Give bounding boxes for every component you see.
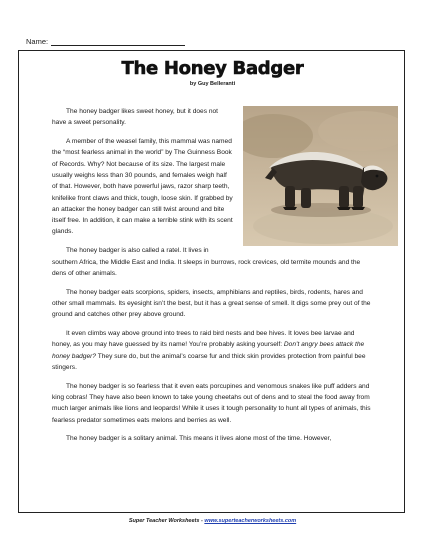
honey-badger-illustration: [243, 106, 398, 246]
name-label: Name:: [26, 37, 49, 46]
paragraph-4: The honey badger eats scorpions, spiders, insects, amphibians and reptiles, birds, rodents, hares and other small mammals. Its eyesight isn’t the best, but it has a great sense of smell. It digs some prey out of the ground and catches other prey above ground.: [52, 288, 371, 319]
paragraph-5-start: It even climbs way above ground into trees to raid bird nests and bee hives. It loves bee larvae and honey, as you may have guessed by its name! You’re probably asking yourself:: [52, 330, 355, 349]
footer-separator: -: [199, 518, 205, 524]
paragraph-2: A member of the weasel family, this mammal was named the “most fearless animal in the world” by The Guinness Book of Records. Why? Not because of its size. The largest male usually weighs less than 30 pounds, and females weigh half of that. However, both have powerful jaws, razor sharp teeth, knifelike front claws and thick, tough, loose skin. If grabbed by an attacker the honey badger can still twist around and bite itself free. In addition, it can make a terrible stink with its scent glands.: [52, 138, 233, 236]
name-blank-line[interactable]: [51, 38, 185, 46]
paragraph-1: The honey badger likes sweet honey, but it does not have a sweet personality.: [52, 108, 218, 127]
paragraph-5-end: They sure do, but the animal’s coarse fur and thick skin provides protection from painful bee stingers.: [52, 352, 366, 371]
article-byline: by Guy Belleranti: [189, 81, 236, 87]
paragraph-3: The honey badger is also called a ratel. It lives in southern Africa, the Middle East and India. It sleeps in burrows, rock crevices, old termite mounds and the dens of other animals.: [52, 247, 361, 277]
article-title: The Honey Badger: [121, 58, 304, 79]
paragraph-7: The honey badger is a solitary animal. This means it lives alone most of the time. However,: [66, 435, 332, 443]
footer-brand: Super Teacher Worksheets: [128, 518, 200, 524]
paragraph-5: [52, 328, 374, 373]
page-footer: [0, 518, 425, 524]
paragraph-5-question: Don’t angry bees attack the honey badger?: [52, 341, 365, 360]
footer-url-link[interactable]: www.superteacherworksheets.com: [204, 518, 297, 524]
honey-badger-photo: [243, 106, 398, 246]
paragraph-6: The honey badger is so fearless that it even eats porcupines and venomous snakes like puff adders and king cobras! They have also been known to take young cheetahs out of dens and to steal the food away from much larger animals like lions and leopards! While it uses it tough personality to hunt all types of animals, this fearless predator sometimes eats melons and berries as well.: [52, 382, 371, 424]
article-body: [52, 106, 374, 452]
name-field-row: [26, 37, 185, 46]
